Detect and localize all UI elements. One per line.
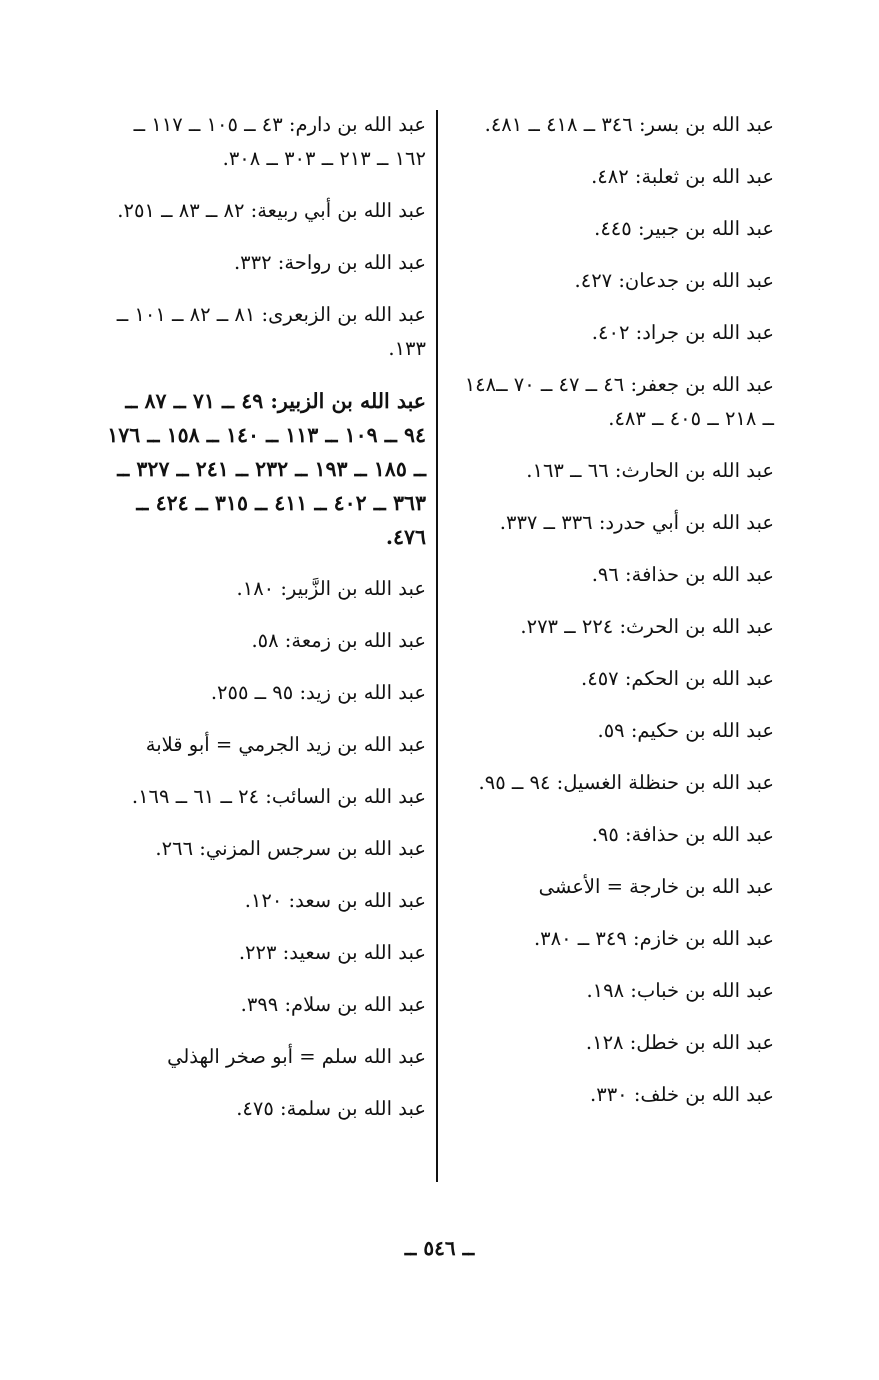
index-entry: عبد الله بن حكيم: ٥٩. xyxy=(597,719,774,742)
index-entry: عبد الله بن سعد: ١٢٠. xyxy=(244,889,426,912)
index-entry: عبد الله بن جبير: ٤٤٥. xyxy=(594,217,774,240)
index-entry: عبد الله بن الزَّبير: ١٨٠. xyxy=(236,577,426,600)
index-entry: عبد الله بن السائب: ٢٤ ــ ٦١ ــ ١٦٩. xyxy=(131,785,426,808)
index-entry: عبد الله بن خلف: ٣٣٠. xyxy=(590,1083,774,1106)
index-entry: عبد الله بن الحرث: ٢٢٤ ــ ٢٧٣. xyxy=(520,615,774,638)
index-entry: عبد الله بن ثعلبة: ٤٨٢. xyxy=(591,165,774,188)
index-entry: عبد الله بن زيد: ٩٥ ــ ٢٥٥. xyxy=(210,681,426,704)
index-entry: عبد الله بن سعيد: ٢٢٣. xyxy=(238,941,426,964)
index-column-right xyxy=(452,108,774,1130)
index-entry: عبد الله بن دارم: ٤٣ ــ ١٠٥ ــ ١١٧ ــ ١٦٢ ــ ٢١٣ ــ ٣٠٣ ــ ٣٠٨. xyxy=(133,113,426,170)
index-entry: عبد الله بن خارجة = الأعشى xyxy=(538,875,774,898)
index-entry: عبد الله بن خباب: ١٩٨. xyxy=(586,979,774,1002)
index-entry: عبد الله بن رواحة: ٣٣٢. xyxy=(233,251,426,274)
column-divider xyxy=(436,110,438,1182)
index-entry-bold: عبد الله بن الزبير: ٤٩ ــ ٧١ ــ ٨٧ ــ ٩٤ ــ ١٠٩ ــ ١١٣ ــ ١٤٠ ــ ١٥٨ ــ ١٧٦ ــ ١٨٥ ــ ١٩٣ ــ ٢٣٢ ــ ٢٤١ ــ ٣٢٧ ــ ٣٦٣ ــ ٤٠٢ ــ ٤١١ ــ ٣١٥ ــ ٤٢٤ ــ ٤٧٦. xyxy=(107,389,426,549)
index-entry: عبد الله بن حذافة: ٩٥. xyxy=(591,823,774,846)
index-column-left xyxy=(100,108,426,1144)
index-entry: عبد الله بن أبي ربيعة: ٨٢ ــ ٨٣ ــ ٢٥١. xyxy=(117,199,426,222)
index-entry: عبد الله بن جدعان: ٤٢٧. xyxy=(574,269,774,292)
page-number: ــ ٥٤٦ ــ xyxy=(404,1236,475,1260)
index-entry: عبد الله بن سلام: ٣٩٩. xyxy=(240,993,426,1016)
index-entry: عبد الله بن الحكم: ٤٥٧. xyxy=(581,667,774,690)
index-entry: عبد الله بن زيد الجرمي = أبو قلابة xyxy=(145,733,426,756)
index-entry: عبد الله بن خطل: ١٢٨. xyxy=(585,1031,774,1054)
index-entry: عبد الله سلم = أبو صخر الهذلي xyxy=(167,1045,426,1068)
index-entry: عبد الله بن جعفر: ٤٦ ــ ٤٧ ــ ٧٠ ــ١٤٨ ــ ٢١٨ ــ ٤٠٥ ــ ٤٨٣. xyxy=(464,373,774,430)
index-entry: عبد الله بن بسر: ٣٤٦ ــ ٤١٨ ــ ٤٨١. xyxy=(484,113,774,136)
index-entry: عبد الله بن زمعة: ٥٨. xyxy=(251,629,426,652)
index-entry: عبد الله بن سرجس المزني: ٢٦٦. xyxy=(155,837,426,860)
index-entry: عبد الله بن حذافة: ٩٦. xyxy=(591,563,774,586)
index-entry: عبد الله بن أبي حدرد: ٣٣٦ ــ ٣٣٧. xyxy=(499,511,774,534)
index-entry: عبد الله بن الحارث: ٦٦ ــ ١٦٣. xyxy=(526,459,774,482)
index-entry: عبد الله بن خازم: ٣٤٩ ــ ٣٨٠. xyxy=(533,927,774,950)
index-entry: عبد الله بن سلمة: ٤٧٥. xyxy=(236,1097,426,1120)
index-entry: عبد الله بن جراد: ٤٠٢. xyxy=(591,321,774,344)
index-entry: عبد الله بن الزبعرى: ٨١ ــ ٨٢ ــ ١٠١ ــ ١٣٣. xyxy=(116,303,426,360)
index-entry: عبد الله بن حنظلة الغسيل: ٩٤ ــ ٩٥. xyxy=(478,771,774,794)
